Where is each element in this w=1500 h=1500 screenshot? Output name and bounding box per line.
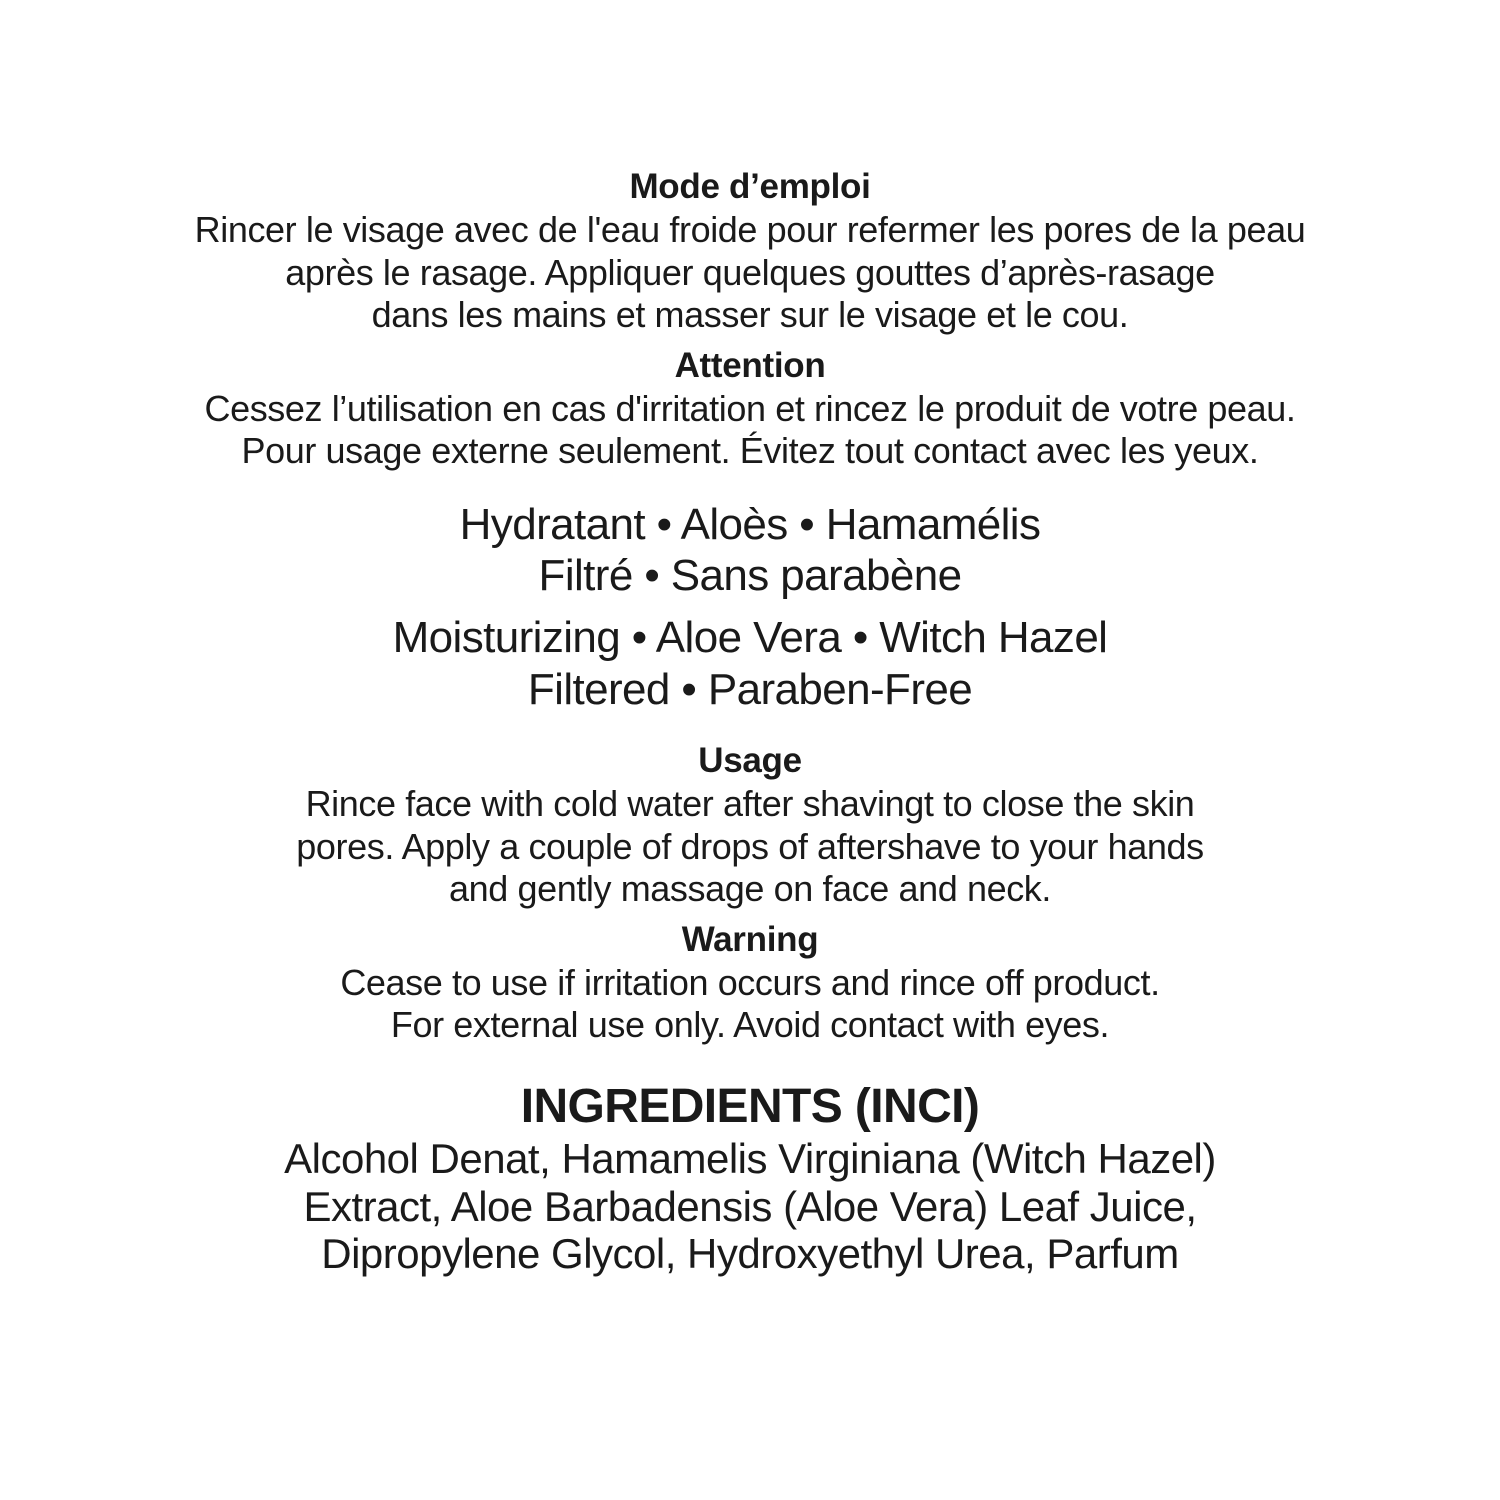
text-line: Dipropylene Glycol, Hydroxyethyl Urea, Parfum xyxy=(321,1229,1179,1277)
text-line: Rince face with cold water after shavingt to close the skin xyxy=(305,783,1195,825)
text-line: Alcohol Denat, Hamamelis Virginiana (Witch Hazel) xyxy=(284,1135,1216,1183)
text-line: Cessez l’utilisation en cas d'irritation et rincez le produit de votre peau. xyxy=(204,387,1296,429)
section-body-mode-demploi xyxy=(195,209,1306,336)
text-line: Filtered • Paraben-Free xyxy=(527,665,973,715)
text-line: Extract, Aloe Barbadensis (Aloe Vera) Leaf Juice, xyxy=(303,1182,1197,1230)
text-line: Rincer le visage avec de l'eau froide pour refermer les pores de la peau xyxy=(194,209,1306,251)
text-line: après le rasage. Appliquer quelques gouttes d’après-rasage xyxy=(285,251,1215,293)
text-line: Moisturizing • Aloe Vera • Witch Hazel xyxy=(392,613,1108,663)
text-line: pores. Apply a couple of drops of aftershave to your hands xyxy=(296,825,1204,867)
text-line: Hydratant • Aloès • Hamamélis xyxy=(459,499,1041,549)
section-heading-attention: Attention xyxy=(674,345,826,385)
text-line: and gently massage on face and neck. xyxy=(448,868,1051,910)
section-body-usage xyxy=(296,783,1203,910)
ingredients-list xyxy=(284,1135,1216,1276)
section-body-attention xyxy=(204,388,1295,473)
features-english xyxy=(393,612,1108,716)
text-line: Filtré • Sans parabène xyxy=(538,551,962,601)
text-line: For external use only. Avoid contact with eyes. xyxy=(390,1004,1110,1046)
text-line: dans les mains et masser sur le visage et le cou. xyxy=(371,294,1129,336)
text-line: Cease to use if irritation occurs and rince off product. xyxy=(340,961,1160,1003)
section-body-warning xyxy=(340,962,1159,1047)
features-french xyxy=(460,499,1041,603)
text-line: Pour usage externe seulement. Évitez tout contact avec les yeux. xyxy=(241,430,1259,472)
section-heading-usage: Usage xyxy=(698,741,802,781)
section-heading-mode-demploi: Mode d’emploi xyxy=(629,167,871,206)
ingredients-heading: INGREDIENTS (INCI) xyxy=(520,1079,980,1133)
section-heading-warning: Warning xyxy=(681,919,819,959)
